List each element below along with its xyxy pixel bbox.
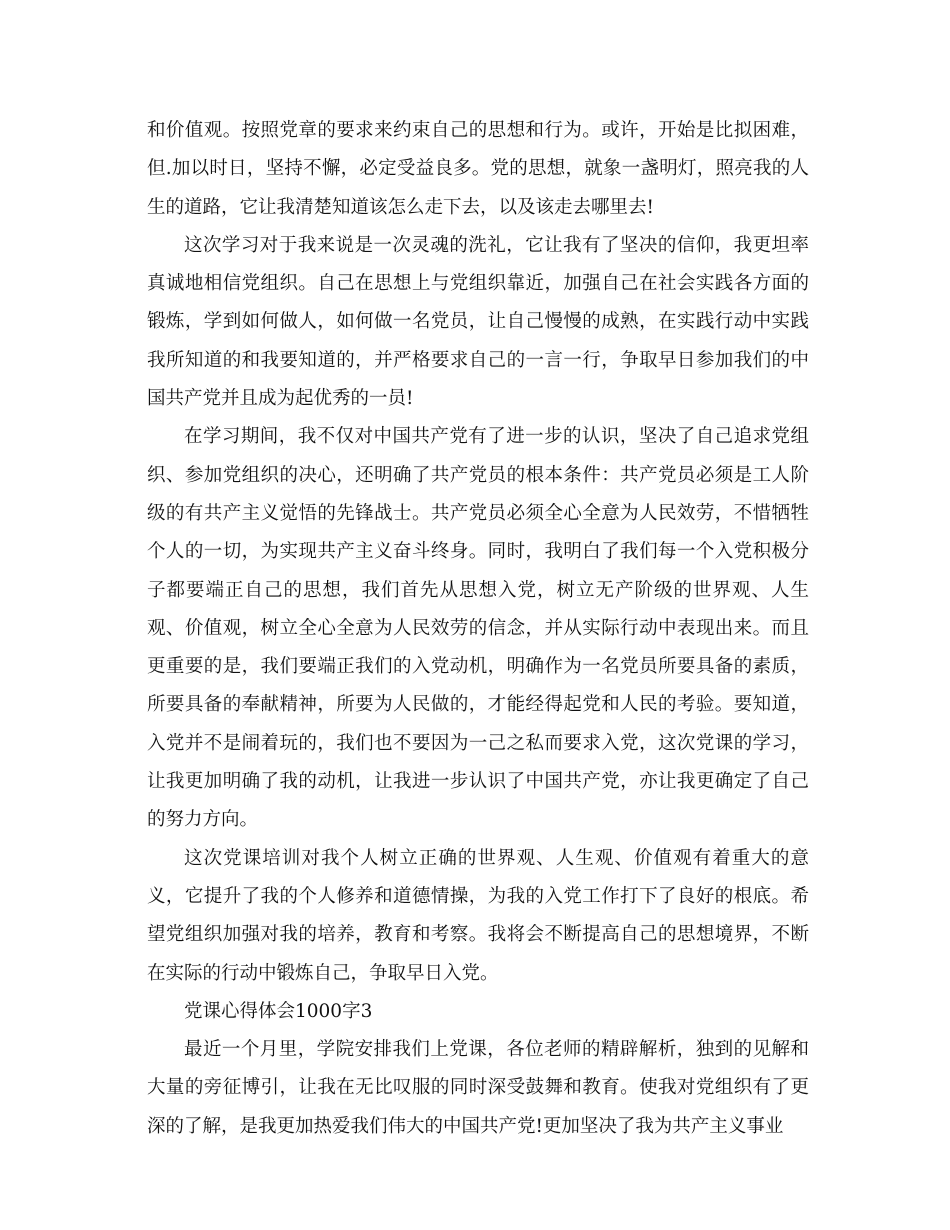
section-heading: 党课心得体会1000字3	[184, 1000, 373, 1022]
paragraph-continued: 和价值观。按照党章的要求来约束自己的思想和行为。或许，开始是比拟困难，但.加以时日，坚持不懈，必定受益良多。党的思想，就象一盏明灯，照亮我的人生的道路，它让我清楚知道该怎么走下去，以及该走去哪里去!	[147, 120, 809, 218]
paragraph: 在学习期间，我不仅对中国共产党有了进一步的认识，坚决了自己追求党组织、参加党组织的决心，还明确了共产党员的根本条件：共产党员必须是工人阶级的有共产主义觉悟的先锋战士。共产党员必须全心全意为人民效劳，不惜牺牲个人的一切，为实现共产主义奋斗终身。同时，我明白了我们每一个入党积极分子都要端正自己的思想，我们首先从思想入党，树立无产阶级的世界观、人生观、价值观，树立全心全意为人民效劳的信念，并从实际行动中表现出来。而且更重要的是，我们要端正我们的入党动机，明确作为一名党员所要具备的素质，所要具备的奉献精神，所要为人民做的，才能经得起党和人民的考验。要知道，入党并不是闹着玩的，我们也不要因为一己之私而要求入党，这次党课的学习，让我更加明确了我的动机，让我进一步认识了中国共产党，亦让我更确定了自己的努力方向。	[147, 426, 809, 831]
paragraph: 最近一个月里，学院安排我们上党课，各位老师的精辟解析，独到的见解和大量的旁征博引，让我在无比叹服的同时深受鼓舞和教育。使我对党组织有了更深的了解，是我更加热爱我们伟大的中国共产党!更加坚决了我为共产主义事业	[147, 1039, 809, 1137]
paragraph: 这次党课培训对我个人树立正确的世界观、人生观、价值观有着重大的意义，它提升了我的个人修养和道德情操，为我的入党工作打下了良好的根底。希望党组织加强对我的培养，教育和考察。我将会不断提高自己的思想境界，不断在实际的行动中锻炼自己，争取早日入党。	[147, 847, 809, 984]
paragraph: 这次学习对于我来说是一次灵魂的洗礼，它让我有了坚决的信仰，我更坦率真诚地相信党组织。自己在思想上与党组织靠近，加强自己在社会实践各方面的锻炼，学到如何做人，如何做一名党员，让自己慢慢的成熟，在实践行动中实践我所知道的和我要知道的，并严格要求自己的一言一行，争取早日参加我们的中国共产党并且成为起优秀的一员!	[147, 234, 809, 410]
document-body	[147, 112, 809, 1146]
